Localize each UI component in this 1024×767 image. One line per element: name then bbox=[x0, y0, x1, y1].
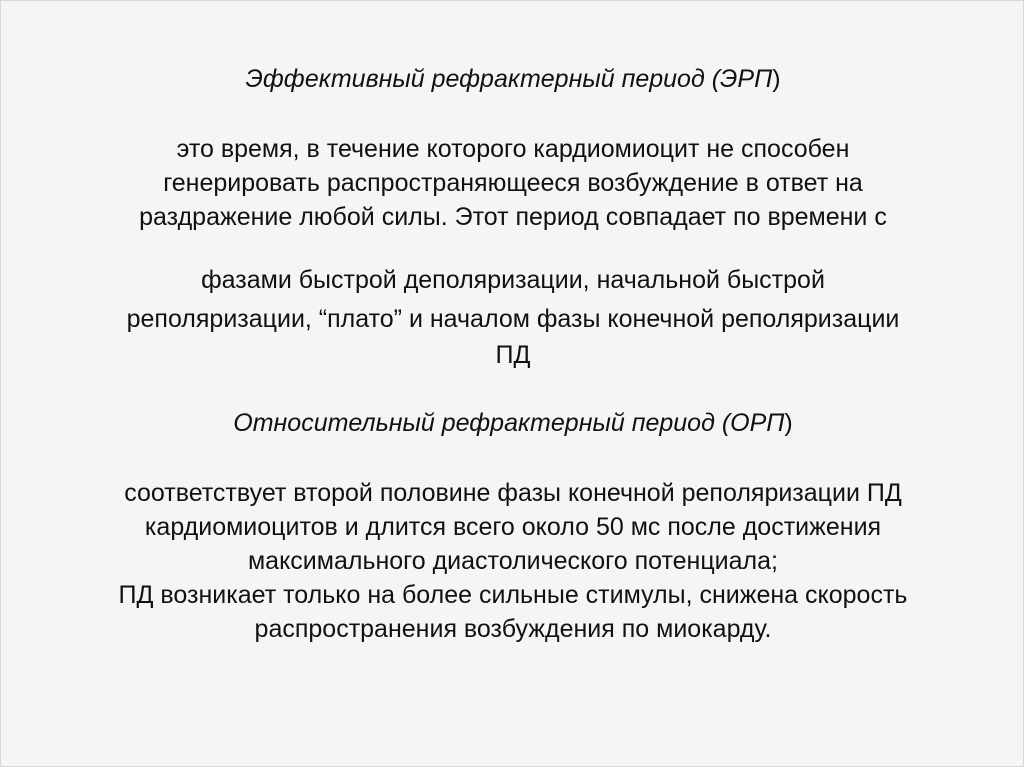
erp-definition-line-2: генерировать распространяющееся возбуждение в ответ на bbox=[163, 169, 863, 197]
orp-heading-term: Относительный рефрактерный период (ОРП bbox=[233, 409, 785, 437]
orp-definition-line-5: распространения возбуждения по миокарду. bbox=[254, 615, 772, 643]
erp-definition-line-1: это время, в течение которого кардиомиоцит не способен bbox=[176, 135, 850, 163]
erp-definition-line-3: раздражение любой силы. Этот период совпадает по времени с bbox=[139, 203, 887, 231]
erp-phases-line-3: ПД bbox=[495, 341, 531, 369]
erp-phases-line-1: фазами быстрой деполяризации, начальной быстрой bbox=[201, 266, 825, 294]
erp-phases-line-2: реполяризации, “плато” и началом фазы конечной реполяризации bbox=[126, 305, 900, 333]
orp-definition-line-3: максимального диастолического потенциала; bbox=[247, 547, 778, 575]
orp-definition-line-2: кардиомиоцитов и длится всего около 50 мс после достижения bbox=[144, 513, 882, 541]
orp-heading bbox=[1, 408, 1024, 438]
erp-heading-term: Эффективный рефрактерный период (ЭРП bbox=[245, 65, 773, 93]
orp-heading-close: ) bbox=[784, 409, 793, 437]
erp-heading-close: ) bbox=[772, 65, 781, 93]
erp-heading bbox=[1, 64, 1024, 94]
orp-definition-line-4: ПД возникает только на более сильные стимулы, снижена скорость bbox=[118, 581, 908, 609]
orp-definition-line-1: соответствует второй половине фазы конечной реполяризации ПД bbox=[124, 479, 902, 507]
